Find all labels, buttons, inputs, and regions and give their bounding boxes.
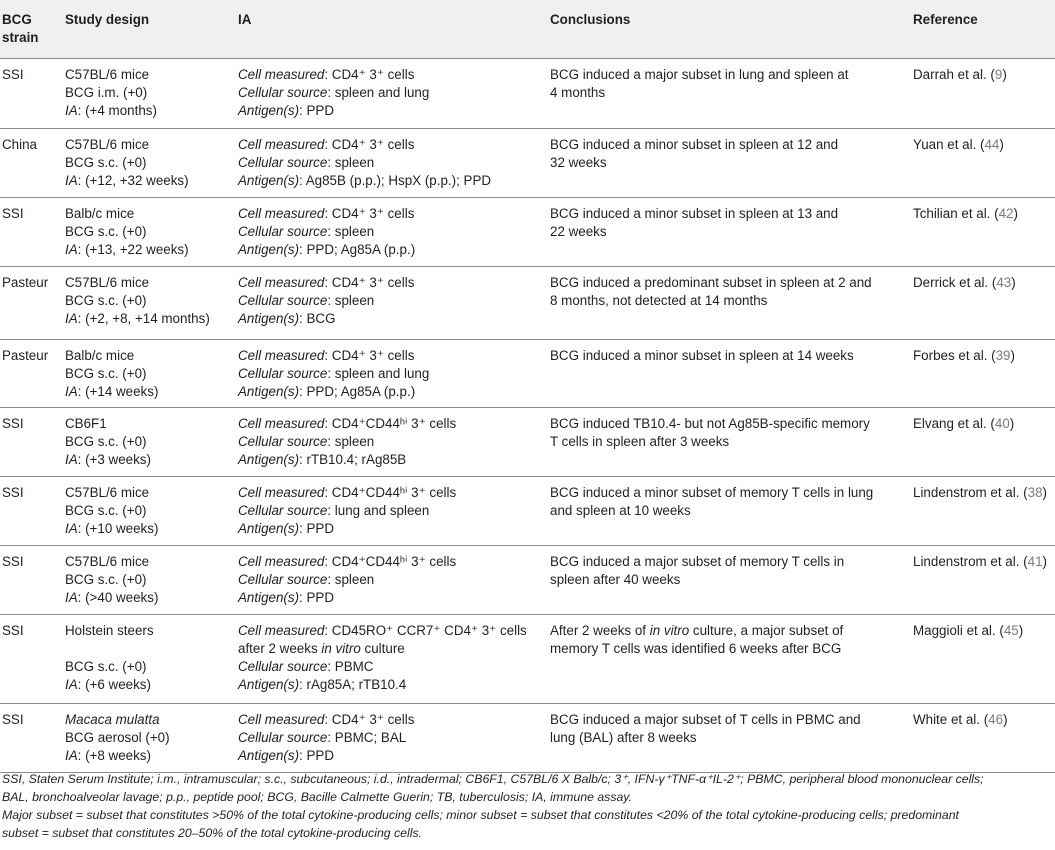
cell-study-design: [63, 407, 236, 476]
ia-cellular-source: Cellular source: spleen: [238, 154, 375, 170]
ia-antigen-value: PPD: [306, 520, 335, 536]
cell-study-design: [63, 703, 236, 772]
cell-ia: [236, 128, 548, 197]
design-value: : (+2, +8, +14 months): [77, 310, 210, 326]
cell-strain: Pasteur: [0, 266, 63, 339]
cell-reference: [911, 58, 1055, 128]
ia-text: after 2 weeks: [238, 640, 322, 656]
ia-label: Cellular source: [238, 223, 328, 239]
conclusion-line: lung (BAL) after 8 weeks: [550, 729, 697, 745]
design-value: : (+4 months): [77, 102, 157, 118]
cell-reference: [911, 407, 1055, 476]
cell-ia: [236, 614, 548, 703]
ia-cell-value: CD4⁺ 3⁺ cells: [331, 711, 415, 727]
conclusion-line: BCG induced a minor subset in spleen at 12 and: [550, 136, 839, 152]
cell-ia: [236, 266, 548, 339]
cell-ia: [236, 545, 548, 614]
header-row: [0, 0, 1055, 58]
ia-label: Cell measured: [238, 553, 325, 569]
conclusion-text: After 2 weeks of: [550, 622, 650, 638]
design-line: BCG s.c. (+0): [65, 365, 147, 381]
ia-source-value: PBMC: [334, 658, 374, 674]
ia-source-value: spleen: [334, 292, 375, 308]
ia-label: Antigen(s): [238, 676, 300, 692]
conclusion-line: BCG induced a predominant subset in spleen at 2 and: [550, 274, 872, 290]
ia-antigen-value: BCG: [306, 310, 336, 326]
reference-author: Elvang et al. (: [913, 415, 995, 431]
conclusion-line: BCG induced a minor subset in spleen at 13 and: [550, 205, 839, 221]
cell-study-design: [63, 197, 236, 266]
ia-cell-measured: Cell measured: CD4⁺ 3⁺ cells: [238, 136, 415, 152]
reference-close: ): [1013, 205, 1018, 221]
ia-label: IA: [65, 676, 78, 692]
ia-label: IA: [65, 747, 78, 763]
table-row: [0, 703, 1055, 772]
reference-author: Lindenstrom et al. (: [913, 553, 1028, 569]
conclusion-line: BCG induced a major subset in lung and spleen at: [550, 66, 849, 82]
design-value: : (+14 weeks): [77, 383, 159, 399]
footnote-line: subset = subset that constitutes 20–50% of the total cytokine-producing cells.: [2, 826, 423, 840]
cell-conclusion: [548, 339, 911, 407]
design-line: [65, 241, 236, 259]
reference-number[interactable]: 45: [1003, 622, 1019, 638]
reference-line: [913, 553, 1055, 571]
ia-cell-value: CD45RO⁺ CCR7⁺ CD4⁺ 3⁺ cells: [331, 622, 527, 638]
ia-source-value: spleen and lung: [334, 84, 430, 100]
table-row: [0, 614, 1055, 703]
design-line: [65, 640, 236, 658]
ia-label: Cell measured: [238, 136, 325, 152]
ia-label: Cell measured: [238, 622, 325, 638]
conclusion-line: BCG induced a minor subset in spleen at 14 weeks: [550, 347, 854, 363]
ia-cell-value: CD4⁺ 3⁺ cells: [331, 136, 415, 152]
ia-cell-measured: Cell measured: CD4⁺ 3⁺ cells: [238, 66, 415, 82]
ia-cell-measured: Cell measured: CD45RO⁺ CCR7⁺ CD4⁺ 3⁺ cells: [238, 622, 527, 638]
ia-antigen-value: PPD; Ag85A (p.p.): [306, 241, 416, 257]
footnote-line: SSI, Staten Serum Institute; i.m., intramuscular; s.c., subcutaneous; i.d., intradermal; CB6F1, C57BL/6 X Balb/c; 3⁺, IFN-γ⁺TNF-α⁺IL-2⁺; PBMC, peripheral blood mononuclear cells;: [2, 772, 984, 786]
ia-cell-measured: Cell measured: CD4⁺ 3⁺ cells: [238, 347, 415, 363]
ia-cell-measured: Cell measured: CD4⁺ 3⁺ cells: [238, 711, 415, 727]
design-line: CB6F1: [65, 415, 107, 431]
table-row: [0, 476, 1055, 545]
table-row: [0, 339, 1055, 407]
ia-cellular-source: Cellular source: spleen: [238, 223, 375, 239]
ia-cellular-source: Cellular source: PBMC; BAL: [238, 729, 407, 745]
cell-ia: [236, 58, 548, 128]
ia-label: Antigen(s): [238, 520, 300, 536]
conclusion-line: BCG induced a major subset of memory T cells in: [550, 553, 845, 569]
ia-label: Cellular source: [238, 292, 328, 308]
design-line: BCG aerosol (+0): [65, 729, 170, 745]
reference-close: ): [1011, 274, 1016, 290]
ia-label: Antigen(s): [238, 172, 300, 188]
cell-strain: SSI: [0, 545, 63, 614]
ia-antigen-value: PPD: [306, 747, 335, 763]
reference-line: [913, 484, 1055, 502]
cell-conclusion: [548, 545, 911, 614]
reference-author: Derrick et al. (: [913, 274, 997, 290]
ia-label: Antigen(s): [238, 310, 300, 326]
reference-line: [913, 136, 1055, 154]
design-line: BCG s.c. (+0): [65, 292, 147, 308]
footnote-line: BAL, bronchoalveolar lavage; p.p., peptide pool; BCG, Bacille Calmette Guerin; TB, tuberculosis; IA, immune assay.: [2, 790, 632, 804]
cell-strain: SSI: [0, 476, 63, 545]
ia-cell-value: CD4⁺CD44ʰⁱ 3⁺ cells: [331, 415, 457, 431]
ia-cell-measured: Cell measured: CD4⁺ 3⁺ cells: [238, 274, 415, 290]
conclusion-line: BCG induced a major subset of T cells in PBMC and: [550, 711, 861, 727]
cell-conclusion: [548, 407, 911, 476]
ia-text: culture: [360, 640, 405, 656]
cell-study-design: [63, 545, 236, 614]
cell-conclusion: [548, 58, 911, 128]
design-value: : (+10 weeks): [77, 520, 159, 536]
reference-close: ): [1042, 484, 1047, 500]
cell-strain: China: [0, 128, 63, 197]
design-line: [65, 310, 236, 328]
reference-author: Maggioli et al. (: [913, 622, 1004, 638]
conclusion-text: in vitro: [649, 622, 690, 638]
cell-reference: [911, 266, 1055, 339]
ia-label: Cellular source: [238, 84, 328, 100]
ia-antigen-value: rAg85A; rTB10.4: [306, 676, 407, 692]
ia-label: Cellular source: [238, 502, 328, 518]
conclusion-line: 22 weeks: [550, 223, 607, 239]
ia-antigens: Antigen(s): BCG: [238, 310, 336, 326]
ia-cell-measured-cont: [238, 640, 548, 658]
footnote-line: Major subset = subset that constitutes >50% of the total cytokine-producing cells; minor subset = subset that constitutes <20% of the total cytokine-producing cells; predominant: [2, 808, 959, 822]
reference-author: Tchilian et al. (: [913, 205, 999, 221]
reference-number[interactable]: 43: [996, 274, 1012, 290]
reference-number[interactable]: 46: [988, 711, 1004, 727]
conclusion-line: and spleen at 10 weeks: [550, 502, 691, 518]
ia-antigens: Antigen(s): PPD; Ag85A (p.p.): [238, 241, 416, 257]
reference-line: [913, 274, 1055, 292]
ia-label: Cellular source: [238, 154, 328, 170]
ia-source-value: spleen and lung: [334, 365, 430, 381]
ia-label: Antigen(s): [238, 383, 300, 399]
reference-number[interactable]: 39: [995, 347, 1011, 363]
ia-antigens: Antigen(s): PPD: [238, 747, 335, 763]
ia-cellular-source: Cellular source: spleen: [238, 433, 375, 449]
design-line: C57BL/6 mice: [65, 274, 150, 290]
ia-label: Antigen(s): [238, 747, 300, 763]
reference-close: ): [1003, 711, 1008, 727]
ia-source-value: spleen: [334, 571, 375, 587]
design-line: BCG s.c. (+0): [65, 502, 147, 518]
ia-cellular-source: Cellular source: spleen: [238, 571, 375, 587]
header-reference: Reference: [911, 0, 1055, 58]
table-row: [0, 128, 1055, 197]
ia-antigens: Antigen(s): Ag85B (p.p.); HspX (p.p.); PPD: [238, 172, 492, 188]
conclusion-text: culture, a major subset of: [689, 622, 844, 638]
design-line: BCG s.c. (+0): [65, 658, 147, 674]
reference-number[interactable]: 42: [998, 205, 1014, 221]
design-value: : (+6 weeks): [77, 676, 151, 692]
table-row: [0, 407, 1055, 476]
conclusion-line: spleen after 40 weeks: [550, 571, 681, 587]
reference-close: ): [1018, 622, 1024, 638]
ia-label: Cell measured: [238, 484, 325, 500]
design-value: : (+3 weeks): [77, 451, 151, 467]
design-line: C57BL/6 mice: [65, 66, 150, 82]
ia-label: Antigen(s): [238, 241, 300, 257]
ia-antigen-value: Ag85B (p.p.); HspX (p.p.); PPD: [305, 172, 492, 188]
conclusion-line: BCG induced TB10.4- but not Ag85B-specific memory: [550, 415, 870, 431]
design-line: C57BL/6 mice: [65, 484, 150, 500]
design-line: Balb/c mice: [65, 347, 135, 363]
cell-conclusion: [548, 703, 911, 772]
ia-antigen-value: PPD: [306, 589, 335, 605]
table-body: [0, 58, 1055, 772]
cell-study-design: [63, 128, 236, 197]
conclusion-line: 4 months: [550, 84, 606, 100]
ia-cell-measured: Cell measured: CD4⁺CD44ʰⁱ 3⁺ cells: [238, 484, 457, 500]
reference-number[interactable]: 41: [1027, 553, 1043, 569]
reference-line: [913, 205, 1055, 223]
ia-label: IA: [65, 310, 78, 326]
reference-author: Yuan et al. (: [913, 136, 985, 152]
cell-reference: [911, 703, 1055, 772]
header-conclusions: Conclusions: [548, 0, 911, 58]
ia-label: IA: [65, 172, 78, 188]
header-study-design: Study design: [63, 0, 236, 58]
ia-cellular-source: Cellular source: spleen and lung: [238, 84, 430, 100]
design-line: [65, 747, 236, 765]
cell-study-design: [63, 266, 236, 339]
design-line: C57BL/6 mice: [65, 553, 150, 569]
conclusion-line: memory T cells was identified 6 weeks after BCG: [550, 640, 842, 656]
cell-strain: Pasteur: [0, 339, 63, 407]
cell-conclusion: [548, 128, 911, 197]
cell-strain: SSI: [0, 703, 63, 772]
ia-label: Cellular source: [238, 365, 328, 381]
design-species: Macaca mulatta: [65, 711, 160, 727]
reference-close: ): [1042, 553, 1047, 569]
cell-conclusion: [548, 266, 911, 339]
design-line: [65, 520, 236, 538]
design-line: [65, 589, 236, 607]
reference-close: ): [1002, 66, 1007, 82]
ia-cell-value: CD4⁺CD44ʰⁱ 3⁺ cells: [331, 484, 457, 500]
design-line: BCG s.c. (+0): [65, 223, 147, 239]
ia-cell-measured: Cell measured: CD4⁺CD44ʰⁱ 3⁺ cells: [238, 415, 457, 431]
design-value: : (+8 weeks): [77, 747, 151, 763]
ia-label: Cellular source: [238, 433, 328, 449]
design-line: [65, 102, 236, 120]
table-row: [0, 197, 1055, 266]
cell-ia: [236, 703, 548, 772]
ia-antigens: Antigen(s): PPD; Ag85A (p.p.): [238, 383, 416, 399]
ia-label: Cellular source: [238, 658, 328, 674]
ia-label: Cell measured: [238, 711, 325, 727]
conclusion-line: [550, 622, 911, 640]
ia-label: Cellular source: [238, 729, 328, 745]
ia-antigens: Antigen(s): PPD: [238, 520, 335, 536]
ia-cellular-source: Cellular source: lung and spleen: [238, 502, 430, 518]
ia-cellular-source: Cellular source: PBMC: [238, 658, 374, 674]
table-row: [0, 266, 1055, 339]
ia-label: IA: [65, 520, 78, 536]
ia-label: Cell measured: [238, 205, 325, 221]
reference-line: [913, 347, 1055, 365]
ia-cell-value: CD4⁺ 3⁺ cells: [331, 347, 415, 363]
design-line: [65, 676, 236, 694]
design-line: Balb/c mice: [65, 205, 135, 221]
ia-source-value: spleen: [334, 223, 375, 239]
reference-line: [913, 711, 1055, 729]
cell-study-design: [63, 614, 236, 703]
ia-label: Cell measured: [238, 347, 325, 363]
cell-ia: [236, 476, 548, 545]
cell-reference: [911, 614, 1055, 703]
ia-cellular-source: Cellular source: spleen and lung: [238, 365, 430, 381]
cell-reference: [911, 128, 1055, 197]
ia-cell-value: CD4⁺ 3⁺ cells: [331, 205, 415, 221]
ia-text: in vitro: [321, 640, 361, 656]
cell-study-design: [63, 339, 236, 407]
cell-conclusion: [548, 197, 911, 266]
design-value: : (+12, +32 weeks): [77, 172, 189, 188]
ia-antigens: Antigen(s): rAg85A; rTB10.4: [238, 676, 407, 692]
ia-cellular-source: Cellular source: spleen: [238, 292, 375, 308]
design-line: Holstein steers: [65, 622, 154, 638]
ia-label: Cell measured: [238, 66, 325, 82]
cell-reference: [911, 339, 1055, 407]
design-line: [65, 383, 236, 401]
reference-author: Forbes et al. (: [913, 347, 996, 363]
ia-source-value: spleen: [334, 433, 375, 449]
design-value: : (>40 weeks): [77, 589, 159, 605]
cell-reference: [911, 197, 1055, 266]
conclusion-line: 32 weeks: [550, 154, 607, 170]
ia-label: Cellular source: [238, 571, 328, 587]
header-ia: IA: [236, 0, 548, 58]
ia-antigens: Antigen(s): rTB10.4; rAg85B: [238, 451, 407, 467]
ia-label: Cell measured: [238, 415, 325, 431]
design-line: BCG s.c. (+0): [65, 154, 147, 170]
reference-line: [913, 66, 1055, 84]
cell-strain: SSI: [0, 407, 63, 476]
cell-conclusion: [548, 614, 911, 703]
reference-number[interactable]: 44: [984, 136, 1000, 152]
reference-close: ): [1009, 415, 1015, 431]
design-line: [65, 172, 236, 190]
reference-close: ): [1010, 347, 1015, 363]
design-line: [65, 451, 236, 469]
ia-source-value: spleen: [334, 154, 375, 170]
ia-label: Cell measured: [238, 274, 325, 290]
reference-line: [913, 415, 1055, 433]
cell-study-design: [63, 476, 236, 545]
reference-number[interactable]: 40: [994, 415, 1010, 431]
reference-number[interactable]: 9: [994, 66, 1003, 82]
ia-cell-measured: Cell measured: CD4⁺CD44ʰⁱ 3⁺ cells: [238, 553, 457, 569]
cell-reference: [911, 545, 1055, 614]
reference-author: White et al. (: [913, 711, 989, 727]
cell-study-design: [63, 58, 236, 128]
design-line: BCG s.c. (+0): [65, 433, 147, 449]
cell-ia: [236, 339, 548, 407]
ia-antigen-value: PPD; Ag85A (p.p.): [306, 383, 416, 399]
conclusion-line: 8 months, not detected at 14 months: [550, 292, 768, 308]
design-line: BCG s.c. (+0): [65, 571, 147, 587]
ia-antigens: Antigen(s): PPD: [238, 589, 335, 605]
conclusion-line: BCG induced a minor subset of memory T cells in lung: [550, 484, 874, 500]
ia-cell-value: CD4⁺ 3⁺ cells: [331, 66, 415, 82]
ia-label: IA: [65, 589, 78, 605]
design-line: C57BL/6 mice: [65, 136, 150, 152]
cell-strain: SSI: [0, 197, 63, 266]
conclusion-line: T cells in spleen after 3 weeks: [550, 433, 730, 449]
reference-author: Lindenstrom et al. (: [913, 484, 1028, 500]
ia-label: IA: [65, 383, 78, 399]
table-header: [0, 0, 1055, 58]
ia-source-value: lung and spleen: [334, 502, 430, 518]
ia-cell-measured: Cell measured: CD4⁺ 3⁺ cells: [238, 205, 415, 221]
ia-antigen-value: PPD: [306, 102, 335, 118]
reference-close: ): [999, 136, 1004, 152]
header-bcg-strain: BCG strain: [0, 0, 63, 58]
ia-cell-value: CD4⁺CD44ʰⁱ 3⁺ cells: [331, 553, 457, 569]
table-row: [0, 545, 1055, 614]
ia-label: IA: [65, 102, 78, 118]
table-footnotes: [2, 770, 1052, 842]
reference-line: [913, 622, 1055, 640]
ia-label: IA: [65, 451, 78, 467]
ia-cell-value: CD4⁺ 3⁺ cells: [331, 274, 415, 290]
cell-conclusion: [548, 476, 911, 545]
cell-ia: [236, 197, 548, 266]
ia-label: Antigen(s): [238, 451, 300, 467]
ia-source-value: PBMC; BAL: [334, 729, 407, 745]
ia-antigen-value: rTB10.4; rAg85B: [306, 451, 407, 467]
ia-label: Antigen(s): [238, 102, 300, 118]
cell-strain: SSI: [0, 58, 63, 128]
reference-number[interactable]: 38: [1027, 484, 1043, 500]
reference-author: Darrah et al. (: [913, 66, 995, 82]
design-line: BCG i.m. (+0): [65, 84, 148, 100]
cell-ia: [236, 407, 548, 476]
table-row: [0, 58, 1055, 128]
design-value: : (+13, +22 weeks): [77, 241, 189, 257]
ia-label: IA: [65, 241, 78, 257]
ia-label: Antigen(s): [238, 589, 300, 605]
cell-strain: SSI: [0, 614, 63, 703]
ia-antigens: Antigen(s): PPD: [238, 102, 335, 118]
cell-reference: [911, 476, 1055, 545]
